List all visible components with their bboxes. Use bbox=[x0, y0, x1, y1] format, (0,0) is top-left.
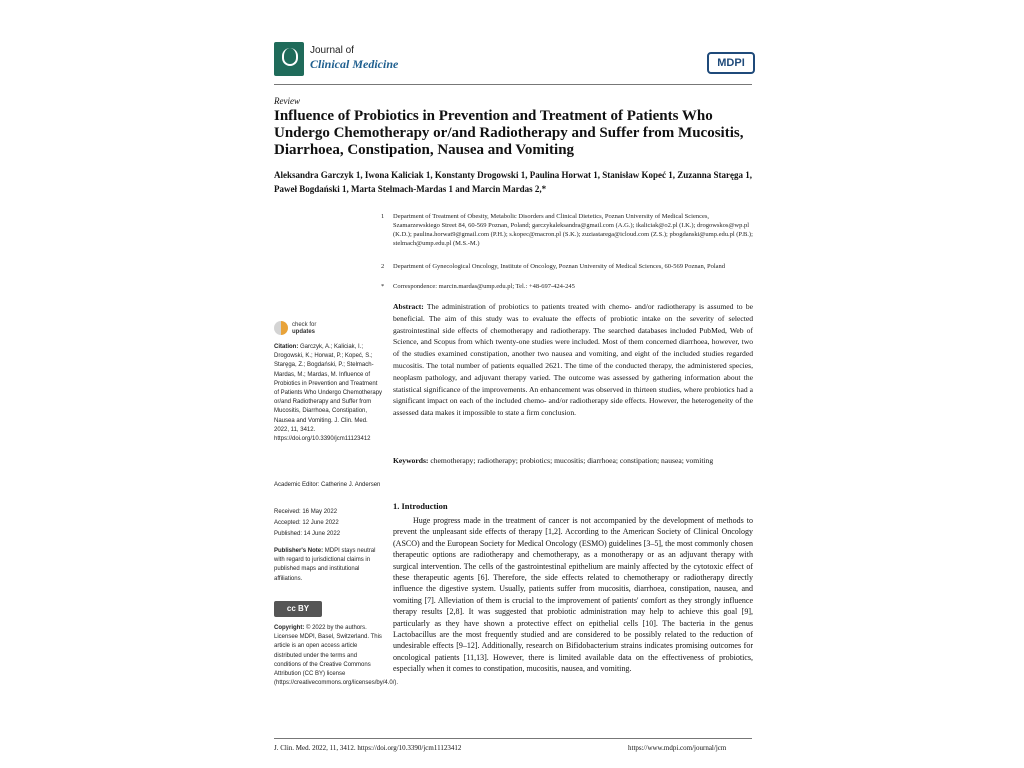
article-title: Influence of Probiotics in Prevention and Treatment of Patients Who Undergo Chemotherapy or/and Radiotherapy and Suffer from Mucositis, Diarrhoea, Constipation, Nausea and Vomiting bbox=[274, 108, 744, 158]
journal-name-line1: Journal of bbox=[310, 45, 354, 56]
publisher-note-label: Publisher's Note: bbox=[274, 548, 324, 554]
header-divider bbox=[274, 84, 752, 85]
affiliation-text: Department of Gynecological Oncology, Institute of Oncology, Poznan University of Medical Sciences, 60-569 Poznan, Poland bbox=[393, 263, 726, 270]
keywords bbox=[393, 455, 753, 466]
introduction-paragraph: Huge progress made in the treatment of cancer is not accompanied by the development of methods to prevent the unpleasant side effects of therapy [1,2]. According to the American Society of Clinical Oncology (ASCO) and the European Society for Medical Oncology (ESMO) guidelines [3–5], the most commonly chosen therapeutic options are radiotherapy and chemotherapy, as a monotherapy or as an adjuvant therapy with surgical intervention. The cells of the gastrointestinal epithelium are mainly affected by the cytotoxic effect of these therapeutic agents [6]. Therefore, the side effects related to chemotherapy or radiotherapy directly influence the digestive system. Usually, patients suffer from mucositis, diarrhoea, constipation, nausea, and vomiting [7]. Alleviation of them is crucial to the improvement of patients' comfort as they strongly influence therapy results [2,8]. It was suggested that probiotic administration may help to achieve this goal [9], particularly as they have shown a protective effect on epithelial cells [10]. The bacteria in the genus Lactobacillus are the most frequently studied and are considered to be possibly related to the reduction of undesirable effects [9–12]. Additionally, research on Bifidobacterium strains indicates promising outcomes for oncological patients [11,13]. However, there is limited available data on the effectiveness of probiotics, especially when it comes to constipation, mucositis, nausea, and vomiting. bbox=[393, 516, 753, 674]
abstract bbox=[393, 301, 753, 419]
keywords-label: Keywords: bbox=[393, 456, 429, 465]
accepted-date: Accepted: 12 June 2022 bbox=[274, 520, 339, 526]
copyright-text: © 2022 by the authors. Licensee MDPI, Basel, Switzerland. This article is an open access article distributed under the terms and conditions of the Creative Commons Attribution (CC BY) license (https://creativecommons.org/licenses/by/4.0/). bbox=[274, 625, 399, 687]
affiliation-text: Correspondence: marcin.mardas@ump.edu.pl; Tel.: +48-697-424-245 bbox=[393, 283, 575, 290]
affiliation-1 bbox=[381, 212, 753, 248]
footer-url[interactable]: https://www.mdpi.com/journal/jcm bbox=[628, 744, 727, 752]
check-for-updates-label[interactable] bbox=[292, 322, 316, 336]
published-date: Published: 14 June 2022 bbox=[274, 531, 341, 537]
footer-divider bbox=[274, 738, 752, 739]
footer-citation: J. Clin. Med. 2022, 11, 3412. https://doi.org/10.3390/jcm11123412 bbox=[274, 744, 462, 752]
check-for-updates-icon[interactable] bbox=[274, 321, 288, 335]
citation-text: Garczyk, A.; Kaliciak, I.; Drogowski, K.; Horwat, P.; Kopeć, S.; Staręga, Z.; Bogdański, P.; Stelmach-Mardas, M.; Mardas, M. Influence of Probiotics in Prevention and Treatment of Patients Who Undergo Chemotherapy or/and Radiotherapy and Suffer from Mucositis, Diarrhoea, Constipation, Nausea and Vomiting. J. Clin. Med. 2022, 11, 3412. https://doi.org/10.3390/jcm11123412 bbox=[274, 344, 383, 443]
academic-editor: Academic Editor: Catherine J. Andersen bbox=[274, 482, 381, 488]
copyright-block bbox=[274, 624, 399, 688]
affiliation-number: 2 bbox=[381, 263, 385, 270]
affiliation-number: * bbox=[381, 283, 385, 290]
affiliation-2 bbox=[381, 262, 753, 271]
citation-label: Citation: bbox=[274, 344, 299, 350]
publisher-logo: MDPI bbox=[707, 52, 755, 74]
copyright-label: Copyright: bbox=[274, 625, 305, 631]
publisher-note-text: MDPI stays neutral with regard to jurisdictional claims in published maps and institutional affiliations. bbox=[274, 548, 376, 582]
journal-name-line2: Clinical Medicine bbox=[310, 57, 399, 71]
article-type: Review bbox=[274, 96, 300, 106]
publisher-note bbox=[274, 547, 384, 584]
check-line1: check for bbox=[292, 322, 317, 328]
keywords-text: chemotherapy; radiotherapy; probiotics; mucositis; diarrhoea; constipation; nausea; vomiting bbox=[430, 456, 714, 465]
section-heading: 1. Introduction bbox=[393, 501, 448, 511]
abstract-text: The administration of probiotics to patients treated with chemo- and/or radiotherapy is assumed to be beneficial. The aim of this study was to evaluate the effects of probiotic intake on the severity of selected gastrointestinal side effects of chemotherapy and radiotherapy. The searched databases included PubMed, Web of Science, and Scopus from which twenty-one studies were included. Most of them concerned diarrhoea, however, two of the studies examined constipation, another two nausea and vomiting, and eight of the included studies regarded mucositis. The total number of patients equalled 2621. The time of the conducted therapy, the administered species, neoplasm pathology, and adjuvant therapy varied. The outcome was assessed by gathering information about the statistical significance of the improvements. An enhancement was observed in thirteen studies, where probiotics had a significant impact on each of the included chemo- and/or radiotherapy side effects. However, the heterogeneity of the assessed data makes it impossible to state a firm conclusion. bbox=[393, 302, 753, 418]
citation-block bbox=[274, 343, 384, 444]
correspondence bbox=[381, 282, 753, 291]
journal-logo-icon bbox=[274, 42, 304, 76]
affiliation-text: Department of Treatment of Obesity, Metabolic Disorders and Clinical Dietetics, Poznan University of Medical Sciences, Szamarzewskiego Street 84, 60-569 Poznan, Poland; garczykaleksandra@gmail.com (A.G.); ikaliciak@o2.pl (I.K.); drogowskos@wp.pl (K.D.); paulina.horwat9@gmail.com (P.H.); s.kopec@macron.pl (S.K.); zuziastarega@icloud.com (Z.S.); pbogdanski@ump.edu.pl (P.B.); stelmach@ump.edu.pl (M.S.-M.) bbox=[393, 213, 753, 247]
cc-by-license-icon[interactable]: cc BY bbox=[274, 601, 322, 617]
check-line2: updates bbox=[292, 329, 316, 335]
author-list: Aleksandra Garczyk 1, Iwona Kaliciak 1, Konstanty Drogowski 1, Paulina Horwat 1, Stanisław Kopeć 1, Zuzanna Staręga 1, Paweł Bogdański 1, Marta Stelmach-Mardas 1 and Marcin Mardas 2,* bbox=[274, 170, 752, 194]
abstract-label: Abstract: bbox=[393, 302, 424, 311]
received-date: Received: 16 May 2022 bbox=[274, 509, 338, 515]
affiliation-number: 1 bbox=[381, 213, 385, 220]
